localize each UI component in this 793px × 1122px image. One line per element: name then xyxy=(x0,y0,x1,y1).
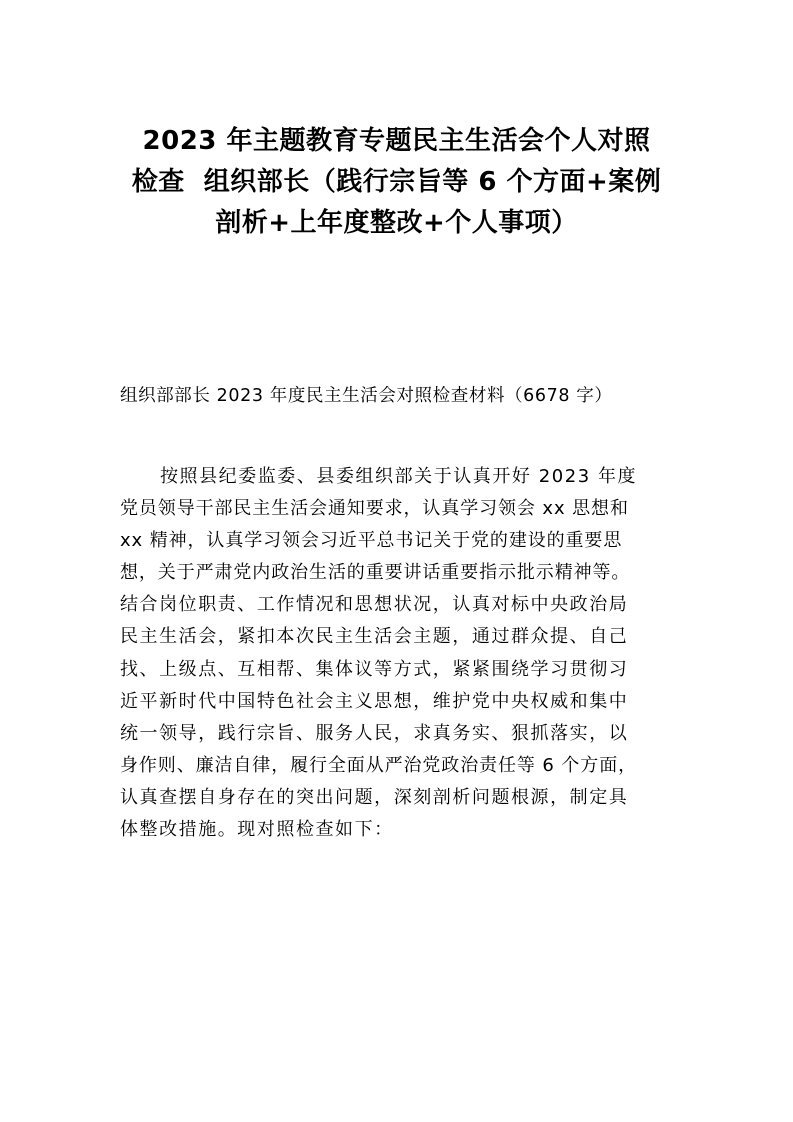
body-line: 民主生活会，紧扣本次民主生活会主题，通过群众提、自己 xyxy=(120,626,629,648)
body-line: 找、上级点、互相帮、集体议等方式，紧紧围绕学习贯彻习 xyxy=(120,658,629,680)
body-line: 统一领导，践行宗旨、服务人民，求真务实、狠抓落实，以 xyxy=(120,722,629,744)
title-line: 剖析+上年度整改+个人事项） xyxy=(215,208,578,238)
document-title xyxy=(100,121,693,244)
title-line: 2023 年主题教育专题民主生活会个人对照 xyxy=(142,126,651,156)
body-line: 近平新时代中国特色社会主义思想，维护党中央权威和集中 xyxy=(120,690,629,712)
body-line: 党员领导干部民主生活会通知要求，认真学习领会 xx 思想和 xyxy=(120,498,629,520)
body-paragraph xyxy=(120,461,676,846)
body-line: 认真查摆自身存在的突出问题，深刻剖析问题根源，制定具 xyxy=(120,786,629,808)
document-subtitle: 组织部部长 2023 年度民主生活会对照检查材料（6678 字） xyxy=(120,386,613,406)
body-line: 体整改措施。现对照检查如下： xyxy=(120,819,394,841)
body-line: xx 精神，认真学习领会习近平总书记关于党的建设的重要思 xyxy=(120,530,623,552)
body-line: 结合岗位职责、工作情况和思想状况，认真对标中央政治局 xyxy=(120,594,629,616)
body-line: 想，关于严肃党内政治生活的重要讲话重要指示批示精神等。 xyxy=(120,562,631,584)
body-line: 身作则、廉洁自律，履行全面从严治党政治责任等 6 个方面， xyxy=(120,754,637,776)
title-line: 检查 组织部长（践行宗旨等 6 个方面+案例 xyxy=(131,167,662,197)
body-line: 按照县纪委监委、县委组织部关于认真开好 2023 年度 xyxy=(160,466,638,487)
